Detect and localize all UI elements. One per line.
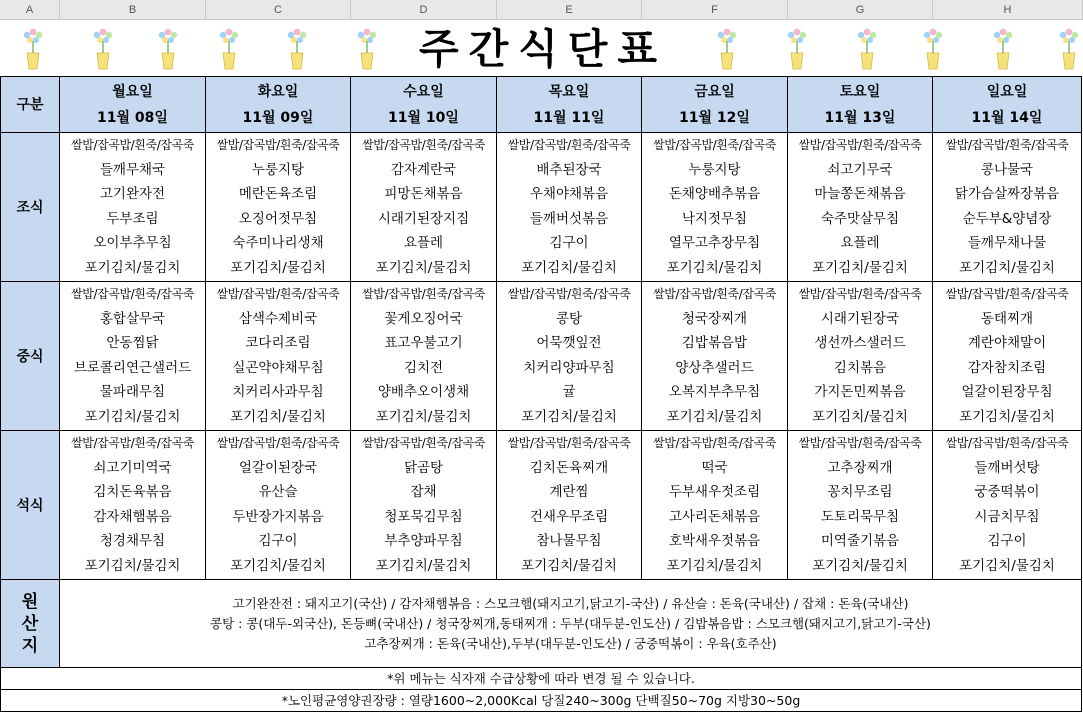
- spreadsheet-column-header: [0, 0, 1083, 20]
- menu-item: 삼색수제비국: [238, 310, 318, 327]
- origin-info-cell[interactable]: [60, 580, 1082, 668]
- menu-item: 콩나물국: [980, 161, 1034, 178]
- menu-item: 쌀밥/잡곡밥/흰죽/잡곡죽: [216, 436, 340, 450]
- menu-item: 건새우무조림: [529, 508, 609, 525]
- menu-item: 쌀밥/잡곡밥/흰죽/잡곡죽: [653, 138, 776, 152]
- menu-item: 피망돈채볶음: [384, 186, 463, 202]
- menu-item: 쌀밥/잡곡밥/흰죽/잡곡죽: [216, 138, 340, 152]
- menu-item: 김구이: [258, 533, 298, 549]
- meal-label[interactable]: 석식: [1, 431, 60, 580]
- menu-item: 잡채: [410, 484, 437, 500]
- menu-item: 쌀밥/잡곡밥/흰죽/잡곡죽: [653, 436, 776, 450]
- menu-item: 포기김치/물김치: [84, 408, 181, 425]
- menu-item: 유산슬: [258, 484, 298, 500]
- menu-item: 감자채햄볶음: [93, 508, 172, 525]
- menu-item: 쌀밥/잡곡밥/흰죽/잡곡죽: [71, 436, 194, 450]
- day-header-cell[interactable]: [933, 77, 1082, 133]
- menu-item: 실곤약야채무침: [232, 359, 324, 376]
- menu-cell[interactable]: [642, 431, 788, 580]
- menu-item: 포기김치/물김치: [666, 557, 763, 574]
- menu-item: 쌀밥/잡곡밥/흰죽/잡곡죽: [362, 138, 485, 152]
- menu-cell[interactable]: [788, 133, 933, 282]
- flower-pot-icon: [157, 27, 179, 73]
- menu-cell[interactable]: [933, 431, 1082, 580]
- menu-item: 숙주맛살무침: [820, 210, 900, 227]
- menu-item: 누룽지탕: [688, 161, 741, 178]
- menu-item: 시래기된장지짐: [377, 210, 470, 227]
- origin-label-char: 원: [21, 591, 39, 612]
- weekly-menu-table: [0, 76, 1082, 712]
- menu-item: 포기김치/물김치: [959, 259, 1055, 276]
- menu-item: 김밥볶음밥: [681, 335, 748, 351]
- flower-pot-icon: [356, 27, 378, 73]
- menu-item: 동태찌개: [980, 310, 1034, 327]
- note-row: [1, 690, 1082, 712]
- menu-item: 포기김치/물김치: [230, 259, 326, 276]
- menu-item: 쌀밥/잡곡밥/흰죽/잡곡죽: [945, 287, 1069, 301]
- menu-cell[interactable]: [497, 282, 642, 431]
- meal-label[interactable]: 중식: [1, 282, 60, 431]
- menu-item: 메란돈육조림: [238, 186, 318, 202]
- menu-cell[interactable]: [933, 282, 1082, 431]
- menu-item: 오복지부추무침: [668, 384, 761, 400]
- menu-item: 도토리묵무침: [820, 508, 900, 525]
- day-date: 11월 09일: [242, 109, 314, 126]
- menu-item: 코다리조림: [245, 335, 311, 351]
- menu-cell[interactable]: [206, 282, 351, 431]
- menu-item: 김치돈육찌개: [529, 459, 609, 476]
- menu-item: 호박새우젓볶음: [668, 533, 761, 549]
- flower-pot-icon: [716, 27, 738, 73]
- menu-item: 쌀밥/잡곡밥/흰죽/잡곡죽: [945, 138, 1069, 152]
- menu-cell[interactable]: [497, 431, 642, 580]
- menu-change-notice[interactable]: *위 메뉴는 식자재 수급상황에 따라 변경 될 수 있습니다.: [1, 668, 1082, 690]
- menu-item: 닭곰탕: [403, 459, 444, 476]
- menu-item: 쌀밥/잡곡밥/흰죽/잡곡죽: [507, 436, 631, 450]
- flower-pot-icon: [786, 27, 808, 73]
- day-date: 11월 13일: [824, 109, 896, 126]
- flower-pot-icon: [92, 27, 114, 73]
- menu-item: 떡국: [701, 459, 728, 476]
- day-header-row: [1, 77, 1082, 133]
- menu-item: 쌀밥/잡곡밥/흰죽/잡곡죽: [653, 287, 776, 301]
- menu-cell[interactable]: [497, 133, 642, 282]
- menu-item: 낙지젓무침: [681, 210, 748, 227]
- menu-item: 포기김치/물김치: [230, 557, 326, 574]
- menu-item: 열무고추장무침: [668, 235, 761, 251]
- day-date: 11월 10일: [388, 109, 459, 126]
- menu-item: 김치볶음: [833, 359, 887, 376]
- day-name: 수요일: [403, 83, 444, 100]
- menu-item: 고추장찌개: [827, 459, 893, 476]
- menu-item: 치커리양파무침: [523, 359, 615, 376]
- menu-item: 포기김치/물김치: [959, 557, 1055, 574]
- menu-item: 포기김치/물김치: [230, 408, 326, 425]
- menu-item: 고사리돈채볶음: [668, 508, 761, 525]
- menu-item: 쇠고기무국: [827, 161, 893, 178]
- menu-item: 브로콜리연근샐러드: [73, 359, 192, 376]
- menu-item: 쇠고기미역국: [93, 459, 172, 476]
- menu-item: 배추된장국: [536, 161, 602, 178]
- column-header-h[interactable]: H: [933, 0, 1083, 20]
- menu-item: 꽃게오징어국: [384, 310, 463, 327]
- menu-item: 두반장가지볶음: [232, 508, 324, 525]
- menu-item: 시금치무침: [974, 508, 1040, 525]
- menu-item: 포기김치/물김치: [521, 259, 617, 276]
- column-header-d[interactable]: D: [351, 0, 497, 20]
- origin-label-char: 산: [21, 613, 39, 634]
- menu-item: 쌀밥/잡곡밥/흰죽/잡곡죽: [798, 436, 922, 450]
- menu-item: 쌀밥/잡곡밥/흰죽/잡곡죽: [362, 436, 485, 450]
- menu-item: 쌀밥/잡곡밥/흰죽/잡곡죽: [798, 138, 922, 152]
- menu-cell[interactable]: [351, 431, 497, 580]
- menu-item: 들깨버섯탕: [974, 459, 1040, 476]
- menu-item: 포기김치/물김치: [521, 408, 617, 425]
- menu-item: 포기김치/물김치: [375, 259, 472, 276]
- menu-item: 표고우불고기: [384, 335, 463, 351]
- menu-item: 쌀밥/잡곡밥/흰죽/잡곡죽: [216, 287, 340, 301]
- origin-label[interactable]: [1, 580, 60, 668]
- day-header-cell[interactable]: [60, 77, 206, 133]
- menu-item: 꽁치무조림: [827, 484, 893, 500]
- menu-item: 청포묵김무침: [384, 508, 463, 525]
- day-name: 일요일: [986, 83, 1028, 100]
- menu-item: 감자참치조림: [967, 359, 1047, 376]
- menu-item: 쌀밥/잡곡밥/흰죽/잡곡죽: [71, 287, 194, 301]
- menu-cell[interactable]: [788, 431, 933, 580]
- page-title: 주간식단표: [418, 25, 668, 73]
- menu-item: 청국장찌개: [681, 310, 748, 327]
- menu-item: 시래기된장국: [820, 310, 900, 327]
- menu-item: 김구이: [987, 533, 1027, 549]
- day-header-cell[interactable]: [497, 77, 642, 133]
- origin-label-char: 지: [21, 635, 39, 656]
- menu-item: 포기김치/물김치: [375, 557, 472, 574]
- menu-cell[interactable]: [206, 431, 351, 580]
- origin-line: 고추장찌개 : 돈육(국내산),두부(대두분-인도산) / 궁중떡볶이 : 우육(호주산): [364, 635, 777, 651]
- day-name: 토요일: [839, 83, 881, 100]
- menu-item: 청경채무침: [99, 533, 166, 549]
- menu-item: 들깨무채국: [99, 161, 166, 178]
- menu-item: 포기김치/물김치: [812, 557, 908, 574]
- menu-item: 치커리사과무침: [232, 384, 324, 400]
- menu-item: 포기김치/물김치: [375, 408, 472, 425]
- meal-row: [1, 282, 1082, 431]
- menu-item: 들깨버섯볶음: [529, 210, 609, 227]
- flower-pot-icon: [286, 27, 308, 73]
- day-header-cell[interactable]: [642, 77, 788, 133]
- menu-item: 두부새우젓조림: [668, 484, 761, 500]
- menu-cell[interactable]: [60, 133, 206, 282]
- column-header-c[interactable]: C: [206, 0, 351, 20]
- meal-row: [1, 133, 1082, 282]
- menu-cell[interactable]: [642, 133, 788, 282]
- day-name: 목요일: [548, 83, 590, 100]
- flower-pot-icon: [922, 27, 944, 73]
- menu-item: 물파래무침: [99, 384, 166, 400]
- column-header-g[interactable]: G: [788, 0, 933, 20]
- menu-item: 두부조림: [106, 210, 159, 227]
- note-row: [1, 668, 1082, 690]
- menu-item: 숙주미나리생채: [232, 235, 324, 251]
- menu-item: 우채야채볶음: [529, 186, 609, 202]
- origin-row: [1, 580, 1082, 668]
- column-header-a[interactable]: A: [0, 0, 60, 20]
- menu-item: 순두부&양념장: [962, 210, 1052, 227]
- menu-item: 귤: [562, 384, 576, 400]
- day-date: 11월 08일: [97, 109, 168, 126]
- origin-line: 고기완잔전 : 돼지고기(국산) / 감자채햄볶음 : 스모크햄(돼지고기,닭고기-국산) / 유산슬 : 돈육(국내산) / 잡채 : 돈육(국내산): [232, 595, 909, 611]
- day-date: 11월 12일: [679, 109, 750, 126]
- day-header-cell[interactable]: [351, 77, 497, 133]
- menu-item: 포기김치/물김치: [959, 408, 1055, 425]
- flower-pot-icon: [992, 27, 1014, 73]
- menu-item: 궁중떡볶이: [974, 484, 1040, 500]
- menu-cell[interactable]: [351, 282, 497, 431]
- menu-item: 양상추샐러드: [675, 359, 754, 376]
- menu-item: 쌀밥/잡곡밥/흰죽/잡곡죽: [507, 287, 631, 301]
- menu-item: 가지돈민찌볶음: [814, 384, 906, 400]
- meal-row: [1, 431, 1082, 580]
- nutrition-guideline-note[interactable]: *노인평균영양권장량 : 열량1600~2,000Kcal 당질240~300g 단백질50~70g 지방30~50g: [1, 690, 1082, 712]
- meal-label[interactable]: 조식: [1, 133, 60, 282]
- menu-item: 오이부추무침: [93, 235, 172, 251]
- menu-item: 오징어젓무침: [238, 210, 318, 227]
- category-header[interactable]: 구분: [1, 77, 60, 133]
- menu-item: 콩탕: [555, 310, 583, 327]
- day-header-cell[interactable]: [788, 77, 933, 133]
- flower-pot-icon: [218, 27, 240, 73]
- menu-cell[interactable]: [60, 431, 206, 580]
- menu-item: 참나물무침: [536, 533, 602, 549]
- menu-item: 요플레: [840, 235, 880, 251]
- menu-item: 양배추오이생채: [377, 384, 470, 400]
- title-band: [0, 21, 1083, 76]
- menu-item: 포기김치/물김치: [812, 408, 908, 425]
- flower-pot-icon: [22, 27, 44, 73]
- menu-item: 쌀밥/잡곡밥/흰죽/잡곡죽: [798, 287, 922, 301]
- menu-item: 안동찜닭: [106, 335, 159, 351]
- menu-item: 김치전: [403, 359, 444, 376]
- flower-pot-icon: [1058, 27, 1080, 73]
- menu-item: 쌀밥/잡곡밥/흰죽/잡곡죽: [71, 138, 194, 152]
- menu-item: 포기김치/물김치: [84, 259, 181, 276]
- menu-item: 생선까스샐러드: [814, 335, 906, 351]
- menu-cell[interactable]: [60, 282, 206, 431]
- menu-cell[interactable]: [206, 133, 351, 282]
- menu-item: 계란야채말이: [967, 335, 1047, 351]
- menu-item: 얼갈이된장국: [238, 459, 318, 476]
- menu-cell[interactable]: [933, 133, 1082, 282]
- column-header-f[interactable]: F: [642, 0, 788, 20]
- menu-cell[interactable]: [788, 282, 933, 431]
- day-name: 월요일: [112, 83, 153, 100]
- menu-item: 김구이: [549, 235, 589, 251]
- menu-item: 미역줄기볶음: [820, 533, 900, 549]
- menu-item: 마늘쫑돈채볶음: [814, 186, 906, 202]
- menu-item: 부추양파무침: [384, 533, 463, 549]
- menu-item: 계란찜: [549, 484, 589, 500]
- menu-item: 쌀밥/잡곡밥/흰죽/잡곡죽: [945, 436, 1069, 450]
- day-name: 금요일: [694, 83, 735, 100]
- menu-item: 김치돈육볶음: [93, 484, 172, 500]
- day-date: 11월 11일: [533, 109, 605, 126]
- menu-item: 어묵깻잎전: [536, 335, 602, 351]
- menu-item: 얼갈이된장무침: [961, 384, 1053, 400]
- menu-item: 들깨무채나물: [967, 235, 1047, 251]
- menu-item: 감자계란국: [390, 161, 457, 178]
- day-header-cell[interactable]: [206, 77, 351, 133]
- menu-item: 누룽지탕: [251, 161, 305, 178]
- menu-item: 쌀밥/잡곡밥/흰죽/잡곡죽: [362, 287, 485, 301]
- menu-item: 쌀밥/잡곡밥/흰죽/잡곡죽: [507, 138, 631, 152]
- menu-item: 홍합살무국: [99, 310, 166, 327]
- menu-item: 돈채양배추볶음: [668, 186, 761, 202]
- menu-item: 포기김치/물김치: [666, 408, 763, 425]
- menu-item: 포기김치/물김치: [812, 259, 908, 276]
- menu-cell[interactable]: [351, 133, 497, 282]
- column-header-e[interactable]: E: [497, 0, 642, 20]
- menu-item: 요플레: [403, 235, 444, 251]
- day-name: 화요일: [257, 83, 299, 100]
- menu-item: 포기김치/물김치: [521, 557, 617, 574]
- day-date: 11월 14일: [971, 109, 1043, 126]
- menu-item: 고기완자전: [99, 186, 166, 202]
- menu-cell[interactable]: [642, 282, 788, 431]
- menu-item: 포기김치/물김치: [666, 259, 763, 276]
- menu-item: 닭가슴살짜장볶음: [954, 186, 1060, 202]
- flower-pot-icon: [856, 27, 878, 73]
- menu-item: 포기김치/물김치: [84, 557, 181, 574]
- origin-line: 콩탕 : 콩(대두-외국산), 돈등뼈(국내산) / 청국장찌개,동태찌개 : 두부(대두분-인도산) / 김밥볶음밥 : 스모크햄(돼지고기,닭고기-국산): [210, 615, 931, 631]
- column-header-b[interactable]: B: [60, 0, 206, 20]
